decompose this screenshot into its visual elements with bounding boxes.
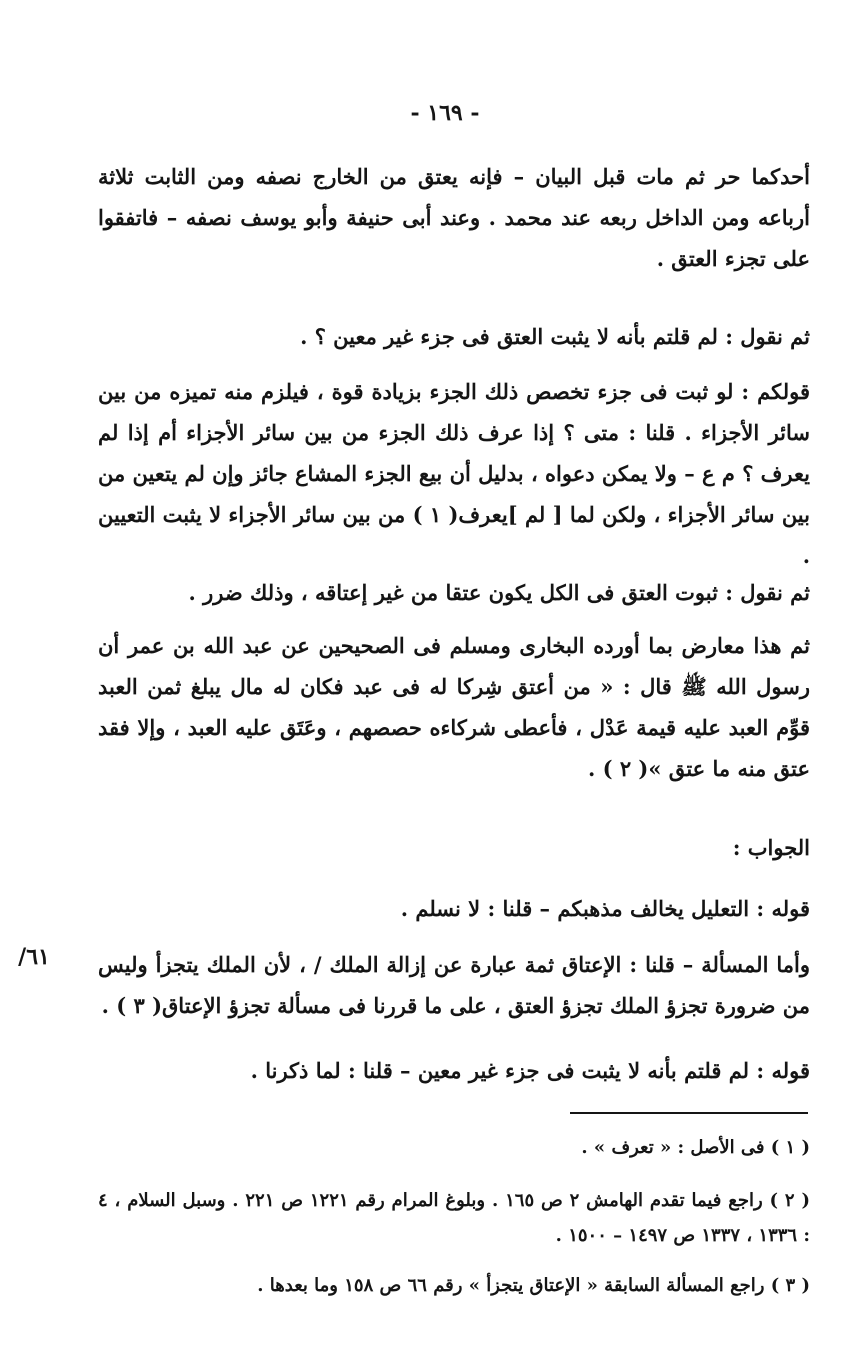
paragraph — [98, 625, 810, 789]
paragraph — [98, 316, 810, 357]
paragraph — [98, 888, 810, 929]
paragraph — [98, 1050, 810, 1091]
paragraph-text: ثم هذا معارض بما أورده البخارى ومسلم فى الصحيحين عن عبد الله بن عمر أن رسول الله ﷺ قال : « من أعتق شِركا له فى عبد فكان له مال يبلغ ثمن العبد قوِّم العبد عليه قيمة عَدْل ، فأعطى شركاءه حصصهم ، وعَتَق عليه العبد ، وإلا فقد عتق منه ما عتق »( ٢ ) . — [98, 633, 810, 781]
footnote-text: ( ٣ ) راجع المسألة السابقة « الإعتاق يتجزأ » رقم ٦٦ ص ١٥٨ وما بعدها . — [257, 1275, 810, 1296]
paragraph — [98, 572, 810, 613]
footnote-divider — [570, 1112, 808, 1114]
footnote-text: ( ٢ ) راجع فيما تقدم الهامش ٢ ص ١٦٥ . وبلوغ المرام رقم ١٢٢١ ص ٢٢١ . وسبل السلام ، ٤ : ١٣٣٦ ، ١٣٣٧ ص ١٤٩٧ – ١٥٠٠ . — [98, 1190, 810, 1246]
footnote — [98, 1130, 810, 1165]
paragraph — [98, 944, 810, 1026]
paragraph — [98, 156, 810, 279]
page-number: - ١٦٩ - — [410, 100, 480, 126]
paragraph — [98, 371, 810, 576]
paragraph-heading: الجواب : — [732, 835, 810, 860]
paragraph-text: قولكم : لو ثبت فى جزء تخصص ذلك الجزء بزيادة قوة ، فيلزم منه تميزه من بين سائر الأجزاء . قلنا : متى ؟ إذا عرف ذلك الجزء من بين سائر الأجزاء أم إذا لم يعرف ؟ م ع – ولا يمكن دعواه ، بدليل أن بيع الجزء المشاع جائز وإن لم يتعين من بين سائر الأجزاء ، ولكن لما [ لم ]يعرف( ١ ) من بين سائر الأجزاء لا يثبت التعيين . — [97, 379, 810, 568]
margin-folio-note: ٦١/ — [18, 944, 50, 970]
paragraph-text: وأما المسألة – قلنا : الإعتاق ثمة عبارة عن إزالة الملك / ، لأن الملك يتجزأ وليس من ضرورة تجزؤ الملك تجزؤ العتق ، على ما قررنا فى مسألة تجزؤ الإعتاق( ٣ ) . — [98, 952, 810, 1018]
footnote — [98, 1183, 810, 1253]
paragraph-text: ثم نقول : ثبوت العتق فى الكل يكون عتقا من غير إعتاقه ، وذلك ضرر . — [188, 580, 810, 605]
footnote — [98, 1268, 810, 1303]
paragraph-text: قوله : لم قلتم بأنه لا يثبت فى جزء غير معين – قلنا : لما ذكرنا . — [250, 1058, 810, 1083]
paragraph-text: قوله : التعليل يخالف مذهبكم – قلنا : لا نسلم . — [400, 896, 810, 921]
footnote-text: ( ١ ) فى الأصل : « تعرف » . — [581, 1137, 810, 1158]
paragraph-text: أحدكما حر ثم مات قبل البيان – فإنه يعتق من الخارج نصفه ومن الثابت ثلاثة أرباعه ومن الداخل ربعه عند محمد . وعند أبى حنيفة وأبو يوسف نصفه – فاتفقوا على تجزء العتق . — [98, 164, 810, 271]
paragraph — [98, 827, 810, 868]
paragraph-text: ثم نقول : لم قلتم بأنه لا يثبت العتق فى جزء غير معين ؟ . — [300, 324, 810, 349]
